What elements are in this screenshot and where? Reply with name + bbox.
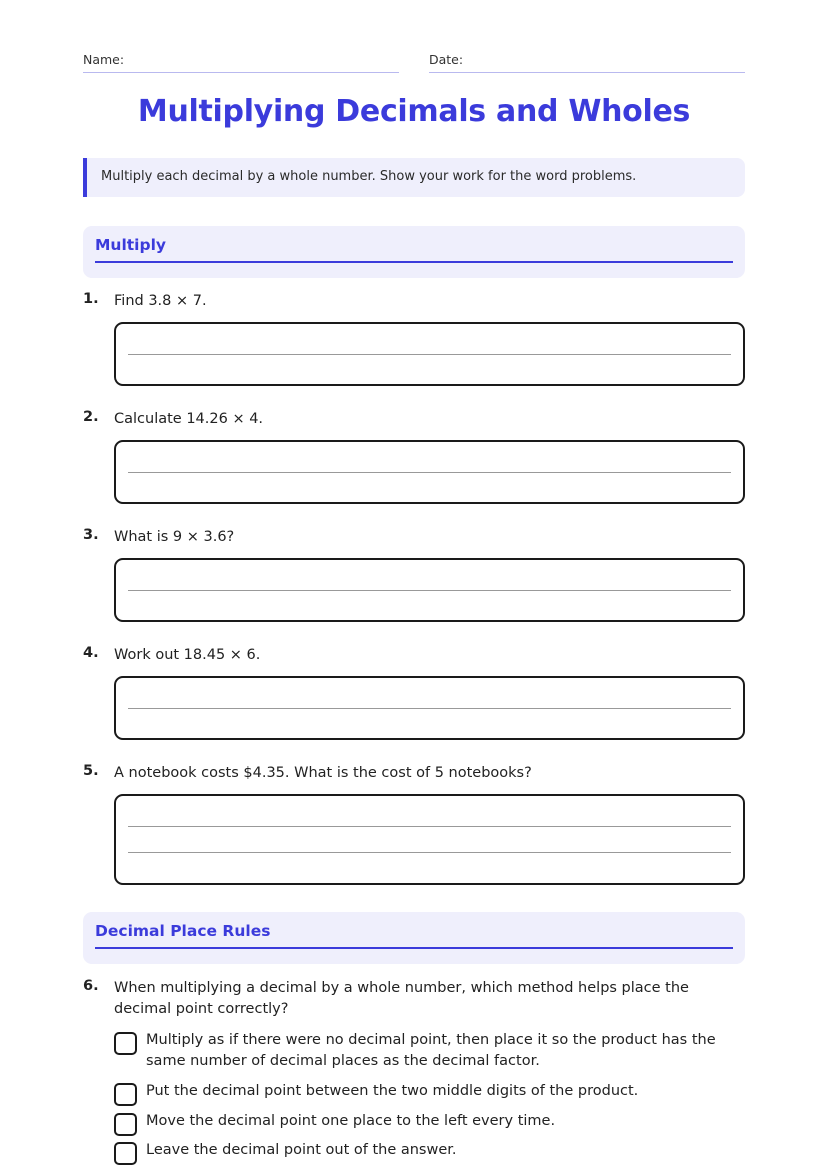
checkbox[interactable] <box>114 1083 137 1106</box>
question-text: A notebook costs $4.35. What is the cost of 5 notebooks? <box>114 765 532 781</box>
page-title: Multiplying Decimals and Wholes <box>137 94 691 129</box>
name-label: Name: <box>83 52 125 67</box>
question-text: Calculate 14.26 × 4. <box>114 411 264 427</box>
answer-box-4[interactable] <box>114 676 745 740</box>
checkbox[interactable] <box>114 1142 137 1165</box>
answer-line <box>128 472 731 473</box>
date-label: Date: <box>429 52 464 67</box>
option-text: Leave the decimal point out of the answer. <box>146 1142 457 1158</box>
answer-box-2[interactable] <box>114 440 745 504</box>
question-text: When multiplying a decimal by a whole number, which method helps place the decimal point correctly? <box>114 980 689 1017</box>
name-field[interactable] <box>83 52 399 73</box>
question-number: 6. <box>83 978 99 994</box>
instructions-text: Multiply each decimal by a whole number. Show your work for the word problems. <box>101 169 637 184</box>
section-multiply <box>83 226 745 278</box>
question-number: 4. <box>83 645 99 661</box>
question-text: Work out 18.45 × 6. <box>114 647 261 663</box>
checkbox[interactable] <box>114 1113 137 1136</box>
answer-box-1[interactable] <box>114 322 745 386</box>
answer-line <box>128 826 731 827</box>
instructions-box <box>83 158 745 197</box>
answer-box-3[interactable] <box>114 558 745 622</box>
question-text: Find 3.8 × 7. <box>114 293 207 309</box>
answer-line <box>128 852 731 853</box>
date-field[interactable] <box>429 52 745 73</box>
answer-box-5[interactable] <box>114 794 745 885</box>
question-text: What is 9 × 3.6? <box>114 529 235 545</box>
section-title: Multiply <box>95 236 733 263</box>
checkbox[interactable] <box>114 1032 137 1055</box>
question-number: 2. <box>83 409 99 425</box>
option-text: Multiply as if there were no decimal point, then place it so the product has the same number of decimal places as the decimal factor. <box>146 1032 716 1069</box>
answer-line <box>128 590 731 591</box>
section-decimal-place-rules <box>83 912 745 964</box>
answer-line <box>128 708 731 709</box>
question-number: 1. <box>83 291 99 307</box>
option-text: Put the decimal point between the two middle digits of the product. <box>146 1083 639 1099</box>
option-text: Move the decimal point one place to the left every time. <box>146 1113 556 1129</box>
answer-line <box>128 354 731 355</box>
section-title: Decimal Place Rules <box>95 922 733 949</box>
question-number: 3. <box>83 527 99 543</box>
question-number: 5. <box>83 763 99 779</box>
